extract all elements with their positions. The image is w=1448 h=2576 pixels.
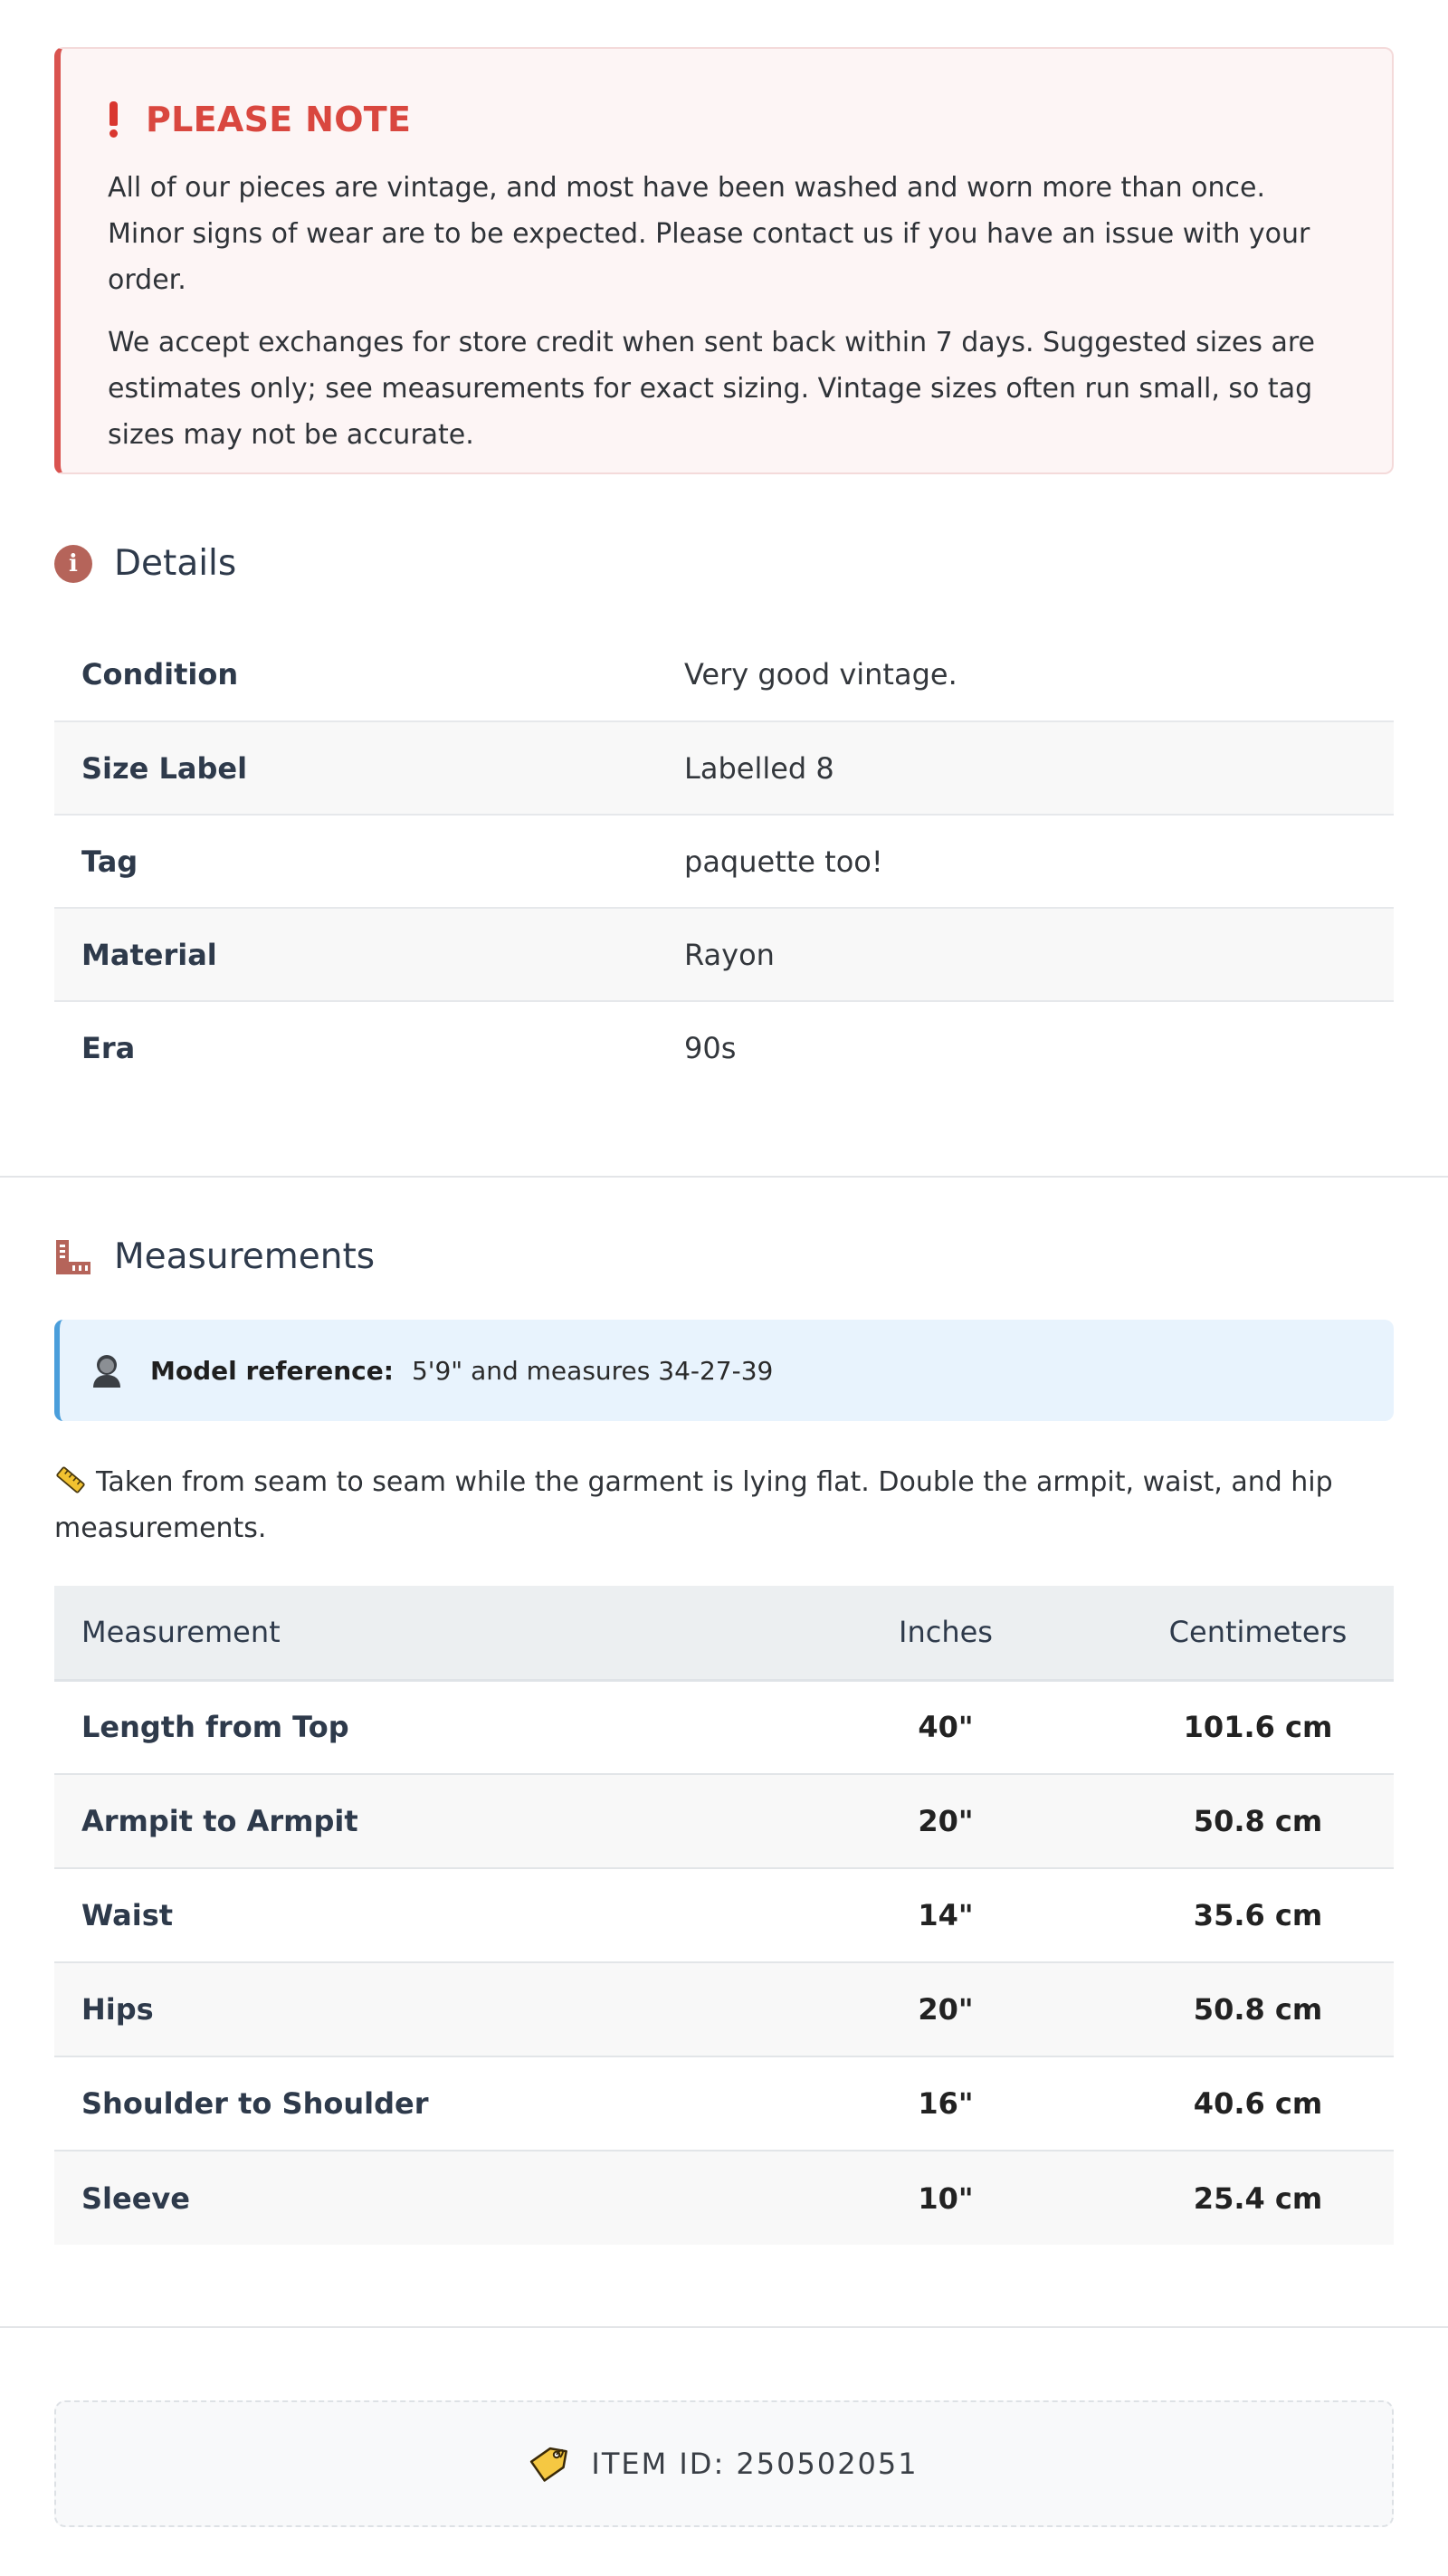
- notice-paragraph-2: We accept exchanges for store credit when sent back within 7 days. Suggested sizes are estimates only; see measurements for exact sizing. Vintage sizes often run small, so tag sizes may not be accurate.: [108, 327, 1316, 451]
- table-row: [54, 1868, 1394, 1962]
- measurement-name: Waist: [54, 1868, 769, 1962]
- tag-icon: [529, 2445, 567, 2483]
- notice-box: [54, 47, 1394, 474]
- measurement-inches: 40": [769, 1680, 1122, 1774]
- notice-title-text: PLEASE NOTE: [146, 100, 412, 139]
- section-divider: [0, 2326, 1448, 2328]
- table-row: [54, 1001, 1394, 1094]
- measurement-inches: 20": [769, 1774, 1122, 1868]
- item-id-box: [54, 2400, 1394, 2527]
- measurements-title: Measurements: [114, 1236, 376, 1277]
- table-row: [54, 908, 1394, 1001]
- measurement-cm: 35.6 cm: [1122, 1868, 1394, 1962]
- detail-value: Very good vintage.: [657, 628, 1394, 721]
- measurements-heading: [54, 1236, 375, 1277]
- column-header: Measurement: [54, 1586, 769, 1680]
- exclamation-icon: [108, 101, 119, 138]
- measurement-cm: 101.6 cm: [1122, 1680, 1394, 1774]
- table-row: [54, 1774, 1394, 1868]
- column-header: Inches: [769, 1586, 1122, 1680]
- detail-value: 90s: [684, 1031, 737, 1065]
- table-row: [54, 2056, 1394, 2151]
- detail-label: Condition: [54, 628, 657, 721]
- model-reference-label: Model reference:: [150, 1355, 394, 1386]
- model-reference-box: [54, 1320, 1394, 1421]
- table-row: [54, 628, 1394, 721]
- detail-label: Era: [81, 1031, 136, 1065]
- notice-title: [108, 101, 1347, 138]
- item-id-text: ITEM ID: 250502051: [591, 2447, 919, 2481]
- notice-paragraph-1: All of our pieces are vintage, and most have been washed and worn more than once. Minor signs of wear are to be expected. Please contact us if you have an issue with your order.: [108, 172, 1310, 296]
- measurement-cm: 50.8 cm: [1122, 1774, 1394, 1868]
- measurement-name: Armpit to Armpit: [54, 1774, 769, 1868]
- measurement-name: Hips: [54, 1962, 769, 2056]
- measurement-cm: 50.8 cm: [1122, 1962, 1394, 2056]
- model-reference-value: 5'9" and measures 34-27-39: [411, 1355, 774, 1386]
- details-table: [54, 628, 1394, 1094]
- measurement-inches: 16": [769, 2056, 1122, 2151]
- measurement-name: Sleeve: [54, 2151, 769, 2245]
- person-icon: [90, 1352, 123, 1388]
- info-icon: i: [54, 545, 92, 583]
- measurement-name: Length from Top: [54, 1680, 769, 1774]
- detail-label: Size Label: [54, 721, 657, 815]
- details-title: Details: [114, 543, 237, 584]
- measurement-name: Shoulder to Shoulder: [54, 2056, 769, 2151]
- detail-value: Rayon: [657, 908, 1394, 1001]
- measurement-inches: 14": [769, 1868, 1122, 1962]
- section-divider: [0, 1176, 1448, 1178]
- ruler-icon: [54, 1238, 92, 1276]
- measurement-inches: 20": [769, 1962, 1122, 2056]
- table-row: [54, 721, 1394, 815]
- table-header-row: [54, 1586, 1394, 1680]
- column-header: Centimeters: [1122, 1586, 1394, 1680]
- table-row: [54, 815, 1394, 908]
- measurement-note-text: Taken from seam to seam while the garment is lying flat. Double the armpit, waist, and hip measurements.: [54, 1466, 1333, 1544]
- measurement-cm: 40.6 cm: [1122, 2056, 1394, 2151]
- measurement-note: [54, 1459, 1394, 1551]
- table-row: [54, 2151, 1394, 2245]
- table-row: [54, 1962, 1394, 2056]
- pencil-icon: [54, 1464, 87, 1496]
- measurements-table: [54, 1586, 1394, 2245]
- detail-label: Material: [54, 908, 657, 1001]
- detail-label: Tag: [54, 815, 657, 908]
- measurement-cm: 25.4 cm: [1122, 2151, 1394, 2245]
- detail-value: paquette too!: [657, 815, 1394, 908]
- measurement-inches: 10": [769, 2151, 1122, 2245]
- detail-value: Labelled 8: [657, 721, 1394, 815]
- details-heading: [54, 543, 236, 584]
- table-row: [54, 1680, 1394, 1774]
